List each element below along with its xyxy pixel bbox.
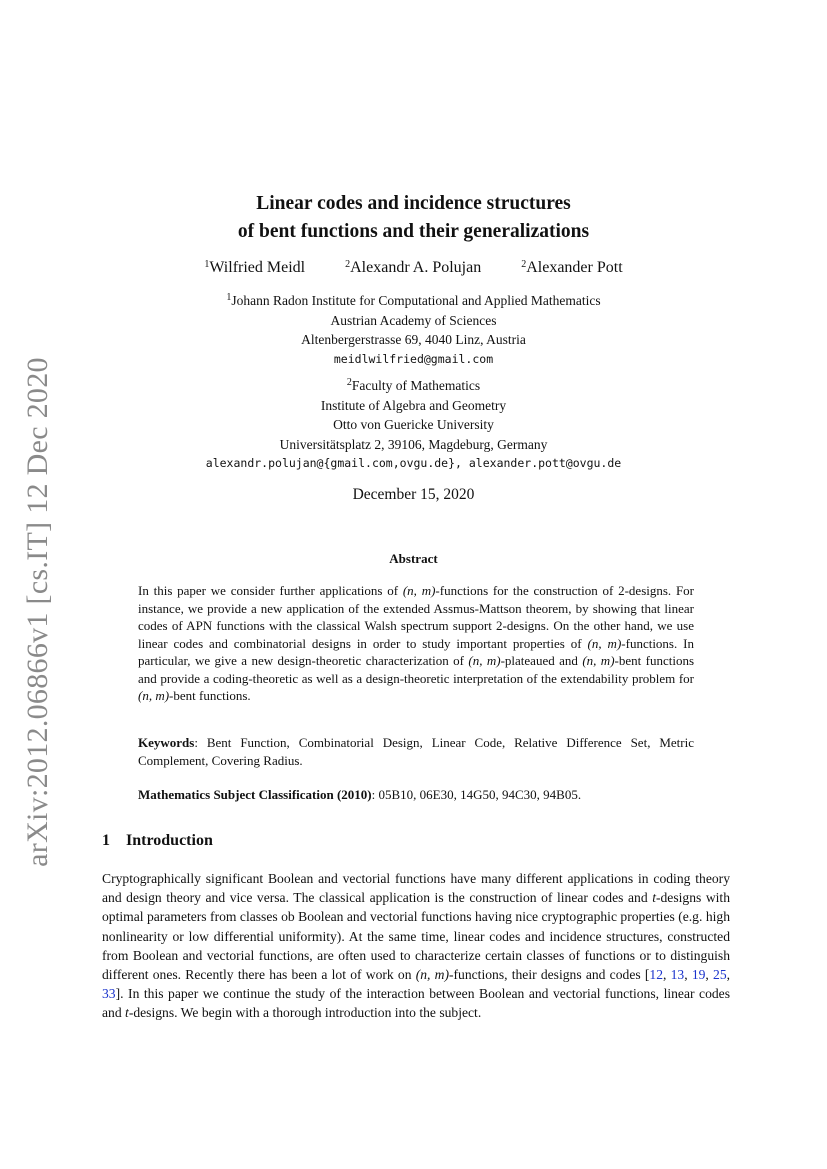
keywords-label: Keywords <box>138 735 195 750</box>
msc-classification <box>138 786 694 804</box>
author-email[interactable]: meidlwilfried@gmail.com <box>333 351 494 366</box>
section-title: Introduction <box>126 832 213 849</box>
msc-label: Mathematics Subject Classification (2010) <box>138 787 372 802</box>
author-list <box>0 259 827 277</box>
affiliation-2-line: Faculty of Mathematics <box>351 378 481 393</box>
paper-date: December 15, 2020 <box>352 486 475 503</box>
affiliation-1-line: Austrian Academy of Sciences <box>330 312 497 328</box>
affiliation-1-line: Altenbergerstrasse 69, 4040 Linz, Austria <box>301 332 526 347</box>
author-3: $^2$Alexander Pott <box>521 259 623 276</box>
affiliation-1-line: Johann Radon Institute for Computational and Applied Mathematics <box>231 293 601 308</box>
section-heading <box>102 832 213 850</box>
abstract-heading: Abstract <box>389 551 438 566</box>
citation-link[interactable]: 19 <box>691 967 706 983</box>
affiliation-1: $^1$Johann Radon Institute for Computational and Applied Mathematics Austrian Academy of Sciences Altenbergerstrasse 69, 4040 Linz, Austria meidlwilfried@gmail.com <box>0 288 827 369</box>
citation-link[interactable]: 33 <box>102 986 116 1002</box>
citation-link[interactable]: 13 <box>670 967 685 983</box>
introduction-paragraph: Cryptographically significant Boolean and vectorial functions have many different applications in coding theory and design theory and vice versa. The classical application is the construction of linear codes and t-designs with optimal parameters from classes ob Boolean and vectorial functions having nice cryptographic properties (e.g. high nonlinearity or low differential uniformity). At the same time, linear codes and incidence structures, constructed from Boolean and vectorial functions, are often used to characterize certain classes of functions or to distinguish different ones. Recently there has been a lot of work on (n, m)-functions, their designs and codes [12, 13, 19, 25, 33]. In this paper we continue the study of the interaction between Boolean and vectorial functions, linear codes and t-designs. We begin with a thorough introduction into the subject. <box>102 871 731 1021</box>
author-email[interactable]: alexandr.polujan@{gmail.com,ovgu.de}, alexander.pott@ovgu.de <box>205 456 622 470</box>
affiliation-2-line: Institute of Algebra and Geometry <box>320 397 507 413</box>
author-1: $^1$Wilfried Meidl <box>204 259 306 276</box>
arxiv-identifier: arXiv:2012.06866v1 [cs.IT] 12 Dec 2020 <box>21 357 54 867</box>
msc-text: : 05B10, 06E30, 14G50, 94C30, 94B05. <box>371 787 582 802</box>
keywords <box>138 734 694 769</box>
affiliation-2-line: Otto von Guericke University <box>333 417 494 432</box>
title-line-2: of bent functions and their generalizations <box>237 221 590 242</box>
keywords-text: : Bent Function, Combinatorial Design, Linear Code, Relative Difference Set, Metric Complement, Covering Radius. <box>138 735 694 768</box>
paper-title <box>0 190 827 246</box>
abstract-body: In this paper we consider further applications of (n, m)-functions for the construction of 2-designs. For instance, we provide a new application of the extended Assmus-Mattson theorem, by showing that linear codes of APN functions with the classical Walsh spectrum support 2-designs. On the other hand, we use linear codes and combinatorial designs in order to study important properties of (n, m)-functions. In particular, we give a new design-theoretic characterization of (n, m)-plateaued and (n, m)-bent functions and provide a coding-theoretic as well as a design-theoretic interpretation of the extendability problem for (n, m)-bent functions. <box>138 583 695 703</box>
affiliation-2-line: Universitätsplatz 2, 39106, Magdeburg, Germany <box>279 436 548 452</box>
section-number: 1 <box>102 832 110 849</box>
author-2: $^2$Alexandr A. Polujan <box>345 259 482 276</box>
title-line-1: Linear codes and incidence structures <box>256 193 571 214</box>
affiliation-2: $^2$Faculty of Mathematics Institute of Algebra and Geometry Otto von Guericke University Universitätsplatz 2, 39106, Magdeburg, Germany alexandr.polujan@{gmail.com,ovgu.de}, alexander.pott@ovgu.de <box>0 373 827 474</box>
citation-link[interactable]: 12 <box>649 967 663 983</box>
citation-link[interactable]: 25 <box>713 967 727 983</box>
